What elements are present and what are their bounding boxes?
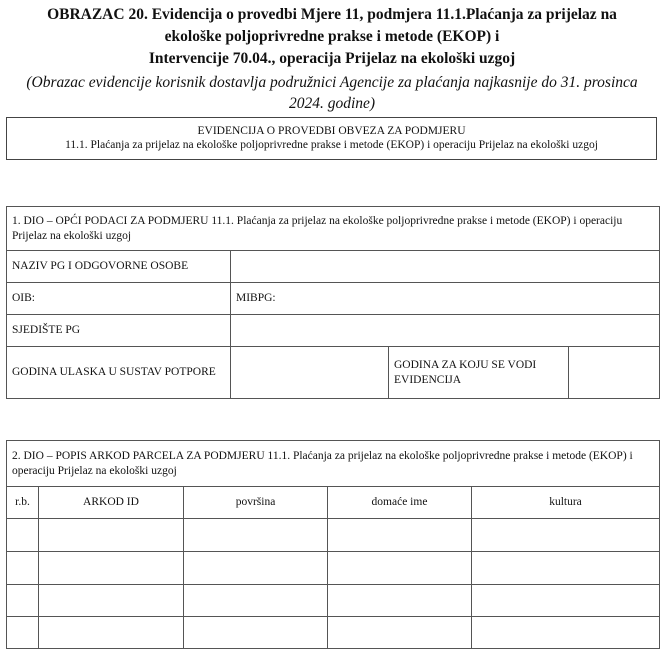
title-line: OBRAZAC 20. Evidencija o provedbi Mjere 11, podmjera 11.1.Plaćanja za prijelaz na: [47, 6, 617, 23]
evidence-heading-box: [6, 117, 657, 160]
godina-evidencije-field[interactable]: [569, 347, 660, 399]
column-header-kultura: kultura: [472, 487, 660, 519]
naziv-label: NAZIV PG I ODGOVORNE OSOBE: [7, 251, 231, 283]
cell[interactable]: [7, 585, 39, 617]
arkod-parcels-table: [6, 440, 660, 649]
cell[interactable]: [39, 617, 184, 649]
cell[interactable]: [7, 519, 39, 552]
box-line: EVIDENCIJA O PROVEDBI OBVEZA ZA PODMJERU: [197, 125, 466, 137]
table-row: [7, 552, 660, 585]
cell[interactable]: [328, 552, 472, 585]
cell[interactable]: [472, 585, 660, 617]
column-header-domace-ime: domaće ime: [328, 487, 472, 519]
cell[interactable]: [184, 519, 328, 552]
column-header-povrsina: površina: [184, 487, 328, 519]
cell[interactable]: [7, 617, 39, 649]
cell[interactable]: [184, 617, 328, 649]
general-data-table: [6, 206, 660, 399]
box-line: 11.1. Plaćanja za prijelaz na ekološke poljoprivredne prakse i metode (EKOP) i operaciju Prijelaz na ekološki uzgoj: [65, 139, 598, 151]
part2-heading: 2. DIO – POPIS ARKOD PARCELA ZA PODMJERU 11.1. Plaćanja za prijelaz na ekološke poljoprivredne prakse i metode (EKOP) i operaciju Prijelaz na ekološki uzgoj: [7, 441, 660, 487]
column-header-arkod-id: ARKOD ID: [39, 487, 184, 519]
part1-heading: 1. DIO – OPĆI PODACI ZA PODMJERU 11.1. Plaćanja za prijelaz na ekološke poljoprivredne prakse i metode (EKOP) i operaciju Prijelaz na ekološki uzgoj: [7, 207, 660, 251]
cell[interactable]: [39, 552, 184, 585]
title-line: Intervencije 70.04., operacija Prijelaz na ekološki uzgoj: [148, 50, 516, 67]
cell[interactable]: [472, 519, 660, 552]
table-row: [7, 519, 660, 552]
form-title: [0, 4, 664, 70]
table-row: [7, 585, 660, 617]
cell[interactable]: [328, 617, 472, 649]
sjediste-field[interactable]: [231, 315, 660, 347]
column-header-rb: r.b.: [7, 487, 39, 519]
cell[interactable]: [184, 552, 328, 585]
table-row: [7, 617, 660, 649]
godina-ulaska-field[interactable]: [231, 347, 389, 399]
godina-evidencije-label: GODINA ZA KOJU SE VODI EVIDENCIJA: [389, 347, 569, 399]
godina-ulaska-label: GODINA ULASKA U SUSTAV POTPORE: [7, 347, 231, 399]
cell[interactable]: [39, 585, 184, 617]
subtitle-line: (Obrazac evidencije korisnik dostavlja podružnici Agencije za plaćanja najkasnije do 31. prosinca: [26, 74, 638, 91]
title-line: ekološke poljoprivredne prakse i metode (EKOP) i: [164, 28, 500, 45]
naziv-field[interactable]: [231, 251, 660, 283]
cell[interactable]: [39, 519, 184, 552]
cell[interactable]: [328, 519, 472, 552]
cell[interactable]: [472, 617, 660, 649]
oib-field[interactable]: OIB:: [7, 283, 231, 315]
cell[interactable]: [7, 552, 39, 585]
subtitle-line: 2024. godine): [288, 95, 376, 112]
mibpg-field[interactable]: MIBPG:: [231, 283, 660, 315]
cell[interactable]: [184, 585, 328, 617]
sjediste-label: SJEDIŠTE PG: [7, 315, 231, 347]
cell[interactable]: [472, 552, 660, 585]
form-subtitle: [0, 72, 664, 114]
cell[interactable]: [328, 585, 472, 617]
